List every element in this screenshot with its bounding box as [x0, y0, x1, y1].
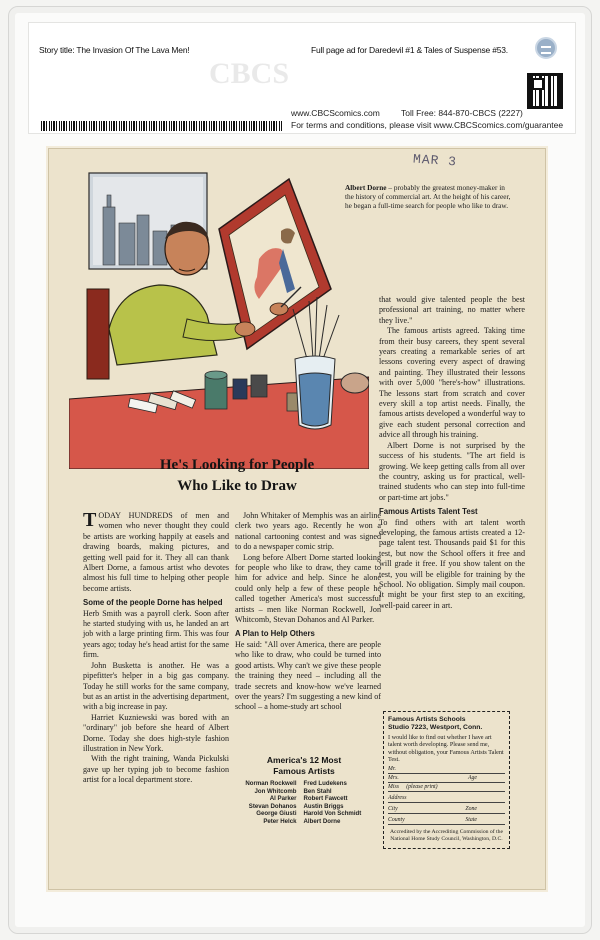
name-field[interactable]: [388, 774, 505, 783]
mail-coupon[interactable]: [383, 711, 510, 849]
zone-label: Zone: [465, 806, 477, 813]
intro-paragraph: [83, 511, 229, 594]
terms-text: For terms and conditions, please visit www.CBCScomics.com/guarantee: [291, 120, 564, 130]
paragraph: John Whitaker of Memphis was an airline clerk two years ago. Recently he won a national cartooning contest and was signed to do a newspaper comic strip.: [235, 511, 381, 552]
famous-artists-box: [225, 755, 383, 826]
age-label: Age: [467, 775, 477, 782]
section-heading-talent-test: Famous Artists Talent Test: [379, 507, 478, 517]
city-label: City: [388, 806, 398, 813]
ad-note: Full page ad for Daredevil #1 & Tales of Suspense #53.: [311, 45, 508, 55]
paragraph: Harriet Kuzniewski was bored with an "ordinary" job before she heard of Albert Dorne. Today she does high-style fashion illustration in New York.: [83, 712, 229, 753]
print-hint: (please print): [406, 784, 438, 791]
body-column-3: [379, 295, 525, 611]
toll-free-number: Toll Free: 844-870-CBCS (2227): [401, 108, 523, 118]
artist-name: George Giusti: [256, 810, 297, 818]
artists-list: [225, 780, 383, 826]
grading-label: [28, 22, 576, 134]
artist-illustration: [69, 169, 369, 469]
intro-text: ODAY HUNDREDS of men and women who never thought they could be artists are working happily at easels and drawing boards, making pictures, and getting well paid for it. They all can thank Albert Dorne, a famous artist who devotes almost his full time to helping other people become artists.: [83, 511, 229, 593]
coupon-school: Famous Artists Schools: [388, 716, 466, 723]
artist-name: Austin Briggs: [303, 802, 344, 810]
paragraph: He said: "All over America, there are people who like to draw, who could be turned into good artists. Why can't we give these people the training they need – including all the trade secrets and know-how we've learned over the years? I'm suggesting a new kind of school – a home-study art school: [235, 639, 381, 712]
artist-name: Fred Ludekens: [303, 780, 347, 787]
miss-label: Miss: [388, 784, 399, 791]
address-label: Address: [388, 795, 407, 802]
paragraph: that would give talented people the best professional art training, no matter where they live.": [379, 295, 525, 325]
body-column-1: [83, 511, 229, 786]
paragraph: John Busketta is another. He was a pipefitter's helper in a big gas company. Today he still works for the same company, but as an artist in the advertising department, with a big increase in pay.: [83, 660, 229, 712]
illustration-caption: [345, 183, 515, 210]
county-label: County: [388, 817, 405, 824]
caption-name: Albert Dorne: [345, 183, 387, 192]
website-link[interactable]: www.CBCScomics.com: [291, 108, 380, 118]
paragraph: To find others with art talent worth developing, the famous artists created a 12-page talent test. Thousands paid $1 for this test, but now the School offers it free and will grade it free. If you show talent on the test, you will be eligible for training by the School. No obligation. Simply mail coupon. It might be your first step to an exciting, well-paid career in art.: [379, 517, 525, 610]
drop-cap: T: [83, 509, 97, 531]
artists-title-1: America's 12 Most: [266, 755, 342, 765]
body-column-2: [235, 511, 381, 713]
comic-page: [48, 148, 546, 890]
paragraph: Albert Dorne is not surprised by the success of his students. "The art field is growing. We keep getting calls from all over the country, asking us for practical, well-trained students who can step into full-time or part-time art jobs.": [379, 440, 525, 502]
date-stamp: MAR 3: [412, 151, 458, 170]
artist-name: Ben Stahl: [303, 787, 332, 795]
section-heading-plan: A Plan to Help Others: [235, 629, 315, 639]
headline-line-1: He's Looking for People: [159, 457, 315, 473]
coupon-body: I would like to find out whether I have art talent worth developing. Please send me, without obligation, your Famous Artists Talent Test.: [388, 734, 504, 763]
paragraph: Long before Albert Dorne started looking for people who like to draw, they came to him for advice and help. Since he alone could only help a few of these people he called together America's most successful artists – men like Norman Rockwell, Jon Whitcomb, Stevan Dohanos and Al Parker.: [235, 552, 381, 625]
accreditation-note: Accredited by the Accrediting Commission of the National Home Study Council, Washington, D.C.: [389, 829, 504, 842]
artist-name: Stevan Dohanos: [248, 802, 297, 810]
barcode-icon: [41, 121, 283, 131]
story-title: Story title: The Invasion Of The Lava Men!: [39, 45, 190, 55]
artist-row: [225, 818, 383, 826]
address-field[interactable]: [388, 794, 505, 803]
paragraph: Herb Smith was a payroll clerk. Soon after he started studying with us, he landed an art job with a large printing firm. This was four years ago; today he's head artist for the same firm.: [83, 608, 229, 660]
artists-title-2: Famous Artists: [273, 765, 335, 776]
paragraph: With the right training, Wanda Pickulski gave up her typing job to become fashion artist for a local department store.: [83, 754, 229, 785]
artist-name: Norman Rockwell: [245, 780, 297, 787]
artist-row: [225, 810, 383, 818]
artist-name: Al Parker: [269, 795, 297, 803]
label-watermark: CBCS: [209, 57, 290, 90]
city-field[interactable]: [388, 805, 505, 814]
headline-line-2: Who Like to Draw: [177, 478, 297, 494]
artist-row: [225, 788, 383, 796]
state-label: State: [465, 817, 477, 824]
paragraph: The famous artists agreed. Taking time from their busy careers, they spent several years creating a remarkable series of art lessons covering every aspect of drawing and painting. They illustrated their lessons with over 5,000 "here's-how" illustrations. The lessons start from scratch and cover every skill a top artist needs. Finally, the famous artists developed a wonderful way to give each student personal correction and advice all through his training.: [379, 326, 525, 440]
name-field[interactable]: [388, 783, 505, 792]
artist-name: Albert Dorne: [303, 817, 341, 825]
artist-name: Harold Von Schmidt: [303, 810, 362, 818]
section-heading-helped: Some of the people Dorne has helped: [83, 598, 223, 608]
artist-row: [225, 795, 383, 803]
artist-name: Jon Whitcomb: [254, 787, 297, 795]
artist-name: Robert Fawcett: [303, 795, 348, 803]
headline: [89, 455, 385, 497]
mr-label: Mr.: [388, 766, 396, 773]
name-field[interactable]: [388, 765, 505, 774]
caption-text: – probably the greatest money-maker in the history of commercial art. At the height of his career, he began a full-time search for people who like to draw.: [345, 183, 511, 210]
coupon-address: Studio 7223, Westport, Conn.: [388, 724, 483, 731]
qr-code-icon: [527, 73, 563, 109]
county-field[interactable]: [388, 816, 505, 825]
artist-row: [225, 803, 383, 811]
mrs-label: Mrs.: [388, 775, 399, 782]
cbcs-logo-icon: [535, 37, 557, 59]
artist-row: [225, 780, 383, 788]
artist-name: Peter Helck: [263, 817, 297, 825]
